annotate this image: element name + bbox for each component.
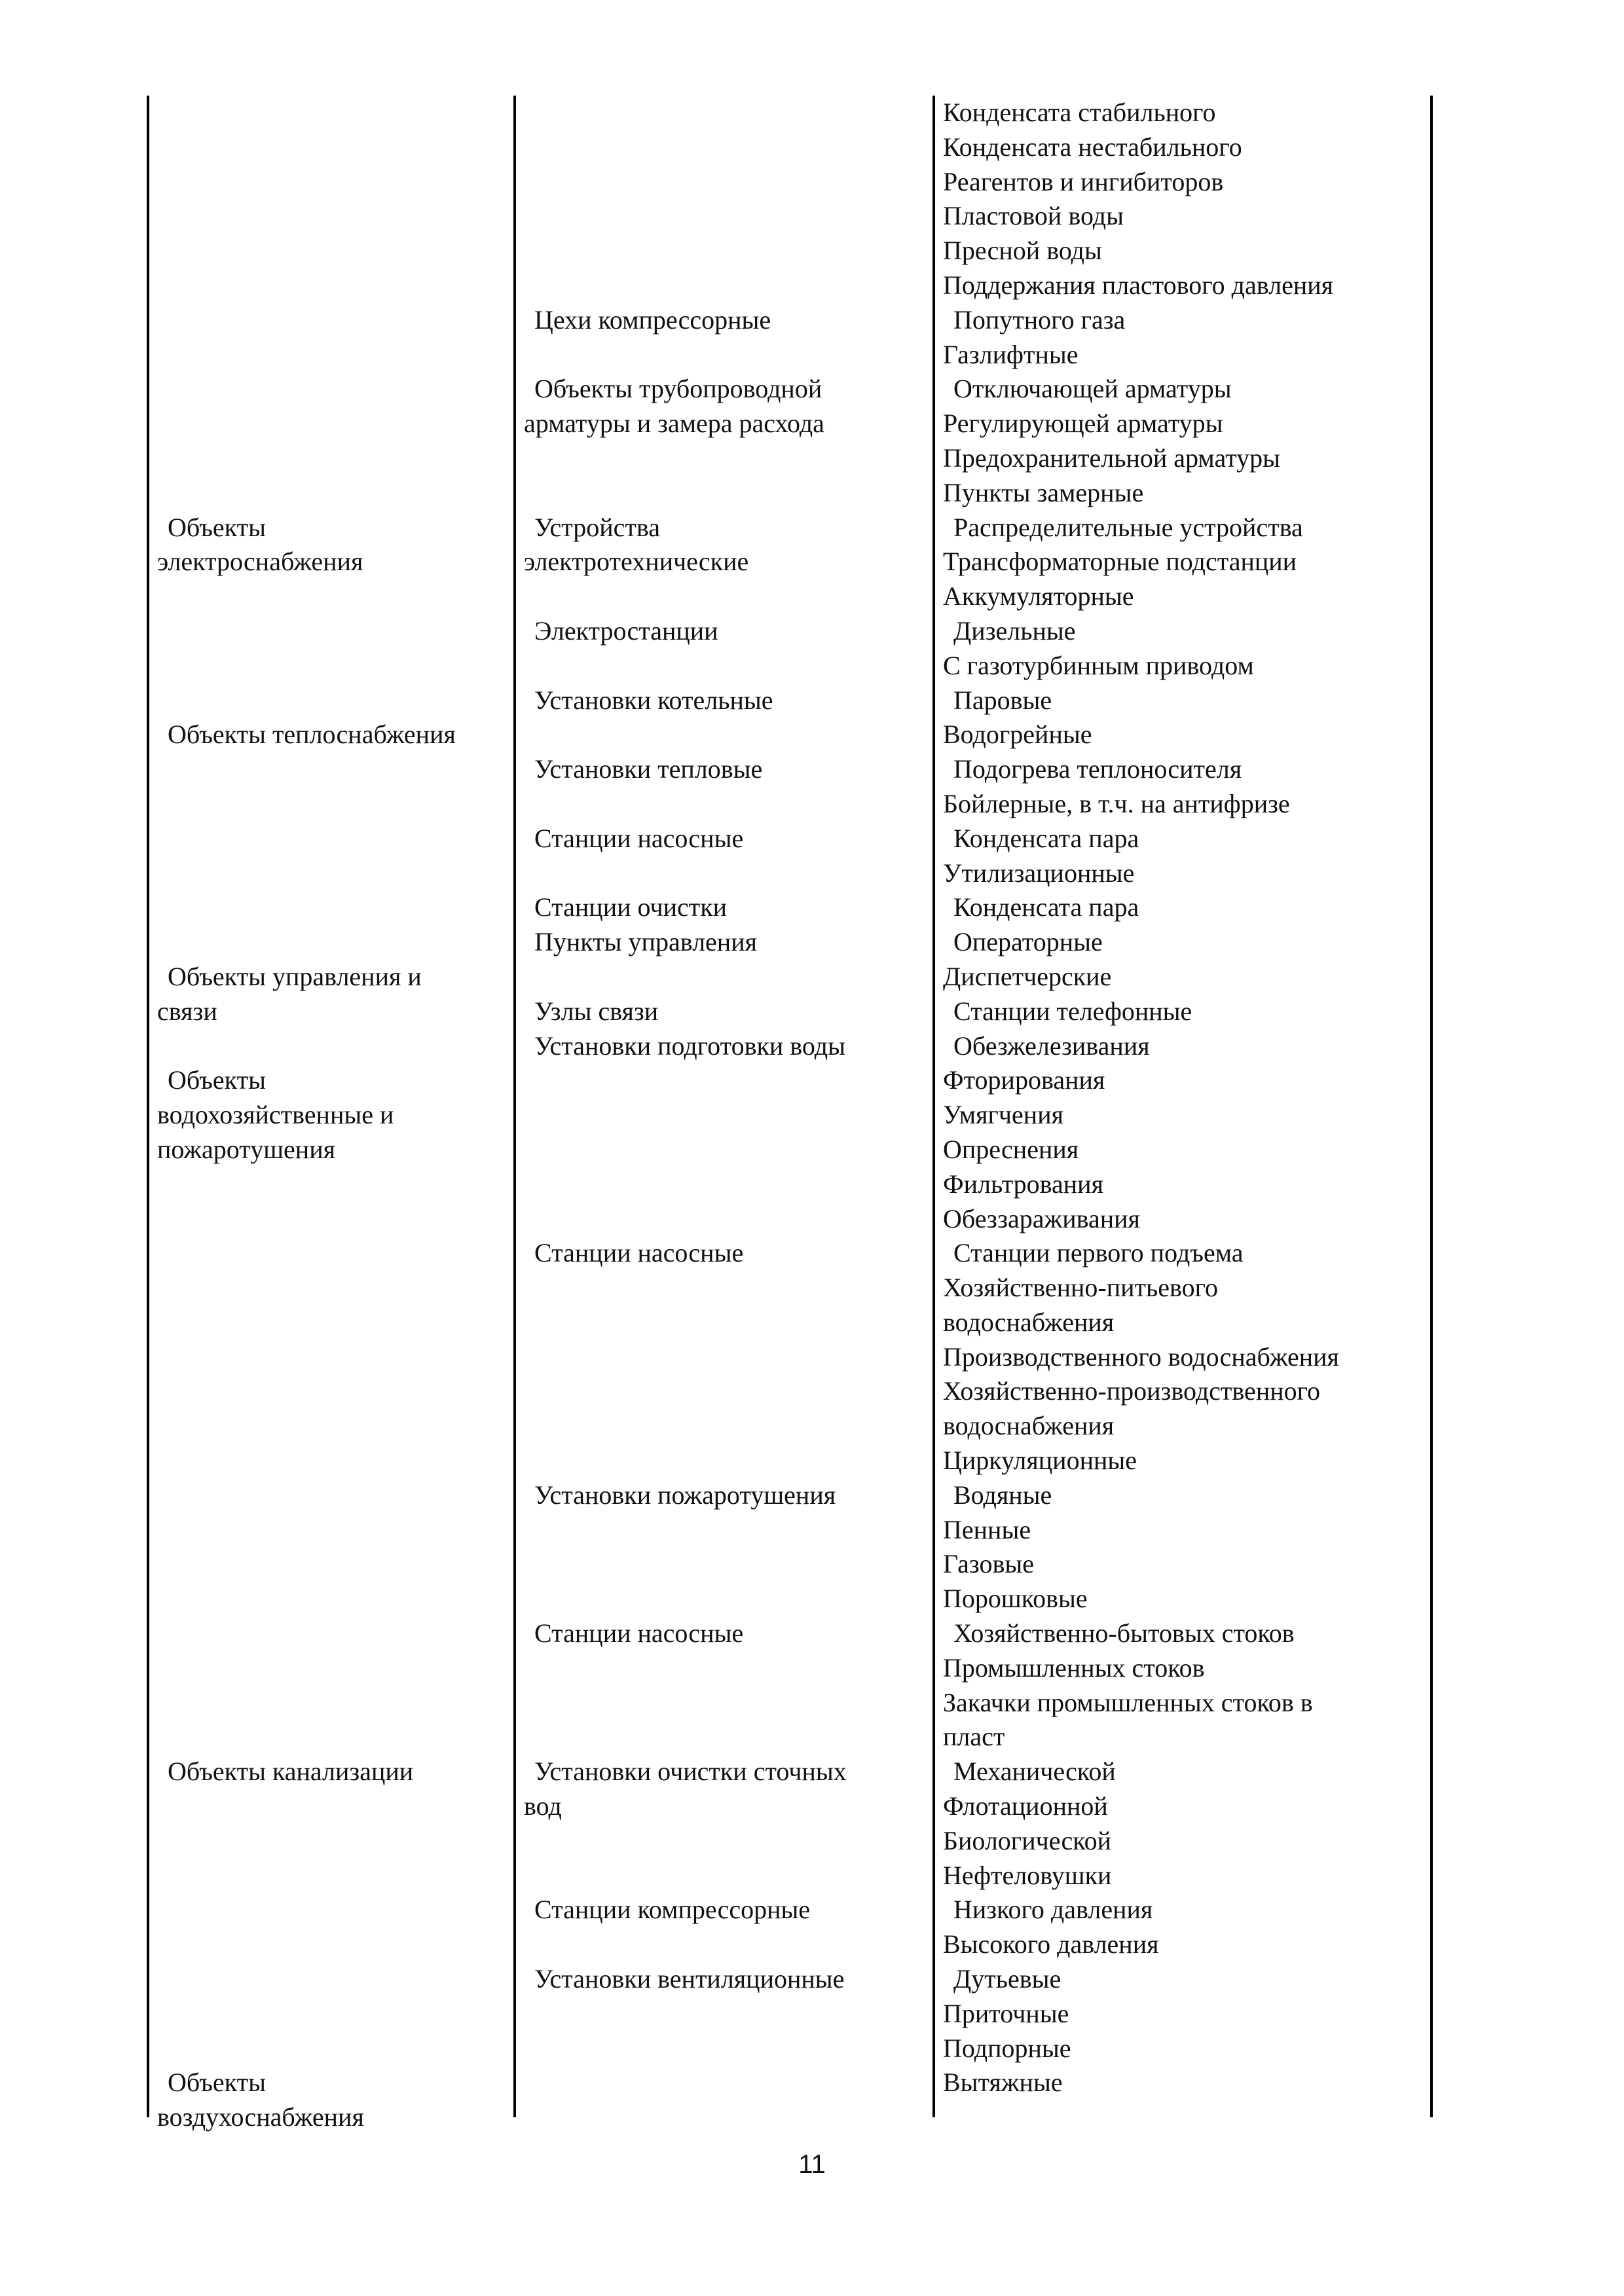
object-type-line [524,1651,930,1686]
table-border-col2-col3 [932,96,935,2117]
object-type-line: Установки пожаротушения [534,1480,836,1510]
object-group-line: Объекты [168,2068,266,2098]
object-type-line [524,1063,930,1098]
object-group-line: воздухоснабжения [157,2102,364,2132]
object-type-line [524,579,930,614]
object-subtype-line: Хозяйственно-питьевого [943,1273,1219,1303]
object-group-line [157,614,511,649]
object-type-line [524,96,930,130]
object-type-line [524,268,930,303]
object-group-line: Объекты канализации [168,1757,414,1787]
object-type-line [524,2032,930,2066]
object-subtype-line: Пластовой воды [943,201,1124,231]
object-group-line [157,165,511,200]
object-subtype-line: Пункты замерные [943,477,1144,507]
object-group-line: Объекты теплоснабжения [168,720,456,750]
object-subtype-line: пласт [943,1722,1005,1752]
object-subtype-line: Опреснения [943,1134,1079,1164]
object-subtype-line: Водогрейные [943,720,1092,750]
object-type-line [524,856,930,891]
table-border-right [1430,96,1433,2117]
object-type-line [524,2066,930,2100]
object-group-line [157,2032,511,2066]
object-subtype-line: Промышленных стоков [943,1652,1205,1683]
object-type-line: электротехнические [524,547,749,577]
object-subtype-line: Дутьевые [953,1964,1061,1994]
object-group-line [157,1547,511,1582]
object-subtype-line: Аккумуляторные [943,581,1134,611]
object-type-line [524,199,930,234]
object-group-line [157,2238,511,2273]
object-group-line [157,234,511,268]
object-type-line [524,165,930,200]
object-type-line [524,1340,930,1375]
object-group-line: Объекты [168,512,266,542]
table-border-col1-col2 [513,96,516,2117]
object-type-line: Установки очистки сточных [534,1757,847,1787]
object-subtype-line: Обезжелезивания [953,1030,1150,1061]
object-type-line [524,1582,930,1616]
object-type-line [524,130,930,165]
object-group-line [157,1029,511,1064]
object-type-line: арматуры и замера расхода [524,409,824,439]
object-subtype-line: Пенные [943,1514,1031,1544]
object-type-line: Установки котельные [534,685,773,715]
object-subtype-line: Газлифтные [943,339,1079,369]
object-group-line: электроснабжения [157,547,363,577]
object-subtype-line: Распределительные устройства [953,512,1303,542]
object-subtype-line: Подпорные [943,2033,1071,2063]
object-subtype-line: Утилизационные [943,858,1135,888]
object-subtype-line: Хозяйственно-производственного [943,1376,1321,1406]
object-type-line [524,1305,930,1340]
object-subtype-line: Паровые [953,685,1052,715]
object-subtype-line: Фильтрования [943,1169,1103,1199]
object-subtype-line: Нефтеловушки [943,1860,1112,1890]
object-type-line: Установки тепловые [534,754,763,784]
object-group-line [157,268,511,303]
object-type-line [524,1997,930,2032]
object-group-line: пожаротушения [157,1134,335,1164]
object-type-line [524,1686,930,1721]
object-type-line [524,787,930,822]
object-subtype-line: Подогрева теплоносителя [953,754,1242,784]
object-type-line: Установки вентиляционные [534,1964,845,1994]
object-group-line [157,1686,511,1721]
table-column-object-group [157,96,511,2273]
object-group-line: Объекты управления и [168,961,422,991]
object-group-line: Объекты [168,1065,266,1095]
table-column-object-subtype [943,96,1414,2100]
object-subtype-line: Конденсата пара [953,823,1139,853]
object-subtype-line: Флотационной [943,1791,1108,1821]
object-subtype-line: Приточные [943,1998,1069,2028]
object-group-line [157,579,511,614]
object-subtype-line: Станции телефонные [953,996,1192,1026]
object-subtype-line: Трансформаторные подстанции [943,547,1297,577]
object-group-line [157,1236,511,1271]
object-type-line: Станции компрессорные [534,1895,811,1925]
object-group-line [157,1893,511,1927]
object-group-line [157,1513,511,1548]
object-type-line: Станции насосные [534,1238,744,1268]
object-subtype-line: Фторирования [943,1065,1105,1095]
object-subtype-line: Конденсата пара [953,892,1139,922]
object-subtype-line: Реагентов и ингибиторов [943,166,1224,196]
object-group-line [157,199,511,234]
object-subtype-line: Высокого давления [943,1929,1159,1959]
table-column-object-type [524,96,930,2100]
object-subtype-line: Конденсата стабильного [943,98,1216,127]
object-type-line: Установки подготовки воды [534,1030,845,1061]
object-type-line [524,1547,930,1582]
object-type-line [524,1720,930,1755]
object-group-line [157,2204,511,2239]
object-type-line: Узлы связи [534,996,659,1026]
page-number: 11 [798,2150,826,2179]
object-type-line: Станции очистки [534,892,728,922]
object-subtype-line: Циркуляционные [943,1446,1137,1476]
object-group-line [157,1444,511,1478]
object-subtype-line: водоснабжения [943,1411,1115,1441]
object-group-line [157,96,511,130]
object-subtype-line: Поддержания пластового давления [943,270,1334,300]
object-type-line [524,1202,930,1237]
object-subtype-line: Биологической [943,1825,1112,1855]
object-group-line [157,1340,511,1375]
object-subtype-line: Бойлерные, в т.ч. на антифризе [943,788,1290,818]
object-group-line [157,649,511,683]
object-group-line [157,1824,511,1859]
object-subtype-line: Конденсата нестабильного [943,132,1242,162]
object-type-line [524,1271,930,1305]
object-group-line [157,1202,511,1237]
object-subtype-line: водоснабжения [943,1307,1115,1337]
object-group-line [157,130,511,165]
object-group-line [157,1927,511,1962]
object-type-line [524,649,930,683]
object-type-line: Станции насосные [534,823,744,853]
object-type-line [524,1374,930,1409]
object-type-line [524,718,930,752]
object-subtype-line: С газотурбинным приводом [943,650,1254,680]
object-type-line [524,1409,930,1444]
object-subtype-line: Станции первого подъема [953,1238,1244,1268]
object-type-line: Объекты трубопроводной [534,374,822,404]
object-group-line [157,372,511,407]
object-group-line [157,822,511,856]
object-subtype-line: Отключающей арматуры [953,374,1232,404]
object-group-line: водохозяйственные и [157,1100,394,1130]
object-group-line [157,1962,511,1997]
object-group-line [157,1409,511,1444]
object-type-line: Электростанции [534,615,718,646]
object-subtype-line: Производственного водоснабжения [943,1341,1339,1372]
object-subtype-line: Дизельные [953,615,1076,646]
object-subtype-line: Умягчения [943,1100,1064,1130]
object-group-line [157,1478,511,1513]
object-group-line [157,925,511,960]
object-group-line [157,1167,511,1202]
object-type-line: Устройства [534,512,660,542]
object-subtype-line: Обеззараживания [943,1203,1140,1233]
object-type-line: вод [524,1791,562,1821]
object-group-line [157,752,511,787]
object-group-line [157,683,511,718]
object-type-line [524,960,930,994]
object-subtype-line: Пресной воды [943,236,1102,266]
object-group-line [157,407,511,441]
object-group-line [157,1271,511,1305]
object-group-line [157,1305,511,1340]
object-type-line [524,1513,930,1548]
object-group-line [157,441,511,476]
object-group-line [157,787,511,822]
object-group-line [157,1374,511,1409]
object-subtype-line: Газовые [943,1549,1034,1579]
object-group-line [157,1997,511,2032]
object-group-line [157,303,511,338]
object-subtype-line: Регулирующей арматуры [943,409,1223,439]
table-border-left [147,96,149,2117]
object-type-line [524,1444,930,1478]
object-subtype-line: Механической [953,1757,1116,1787]
object-subtype-line: Предохранительной арматуры [943,443,1281,473]
object-group-line [157,1789,511,1824]
object-type-line [524,441,930,476]
object-type-line: Станции насосные [534,1618,744,1649]
object-type-line [524,338,930,373]
object-type-line [524,1098,930,1133]
object-type-line [524,1927,930,1962]
object-subtype-line: Водяные [953,1480,1052,1510]
object-subtype-line: Диспетчерские [943,961,1112,991]
object-subtype-line: Низкого давления [953,1895,1153,1925]
object-group-line [157,1651,511,1686]
object-group-line [157,1720,511,1755]
object-subtype-line: Попутного газа [953,304,1126,335]
object-subtype-line: Хозяйственно-бытовых стоков [953,1618,1295,1649]
object-type-line [524,1824,930,1859]
object-group-line [157,890,511,925]
object-group-line [157,1859,511,1893]
object-type-line [524,1167,930,1202]
object-group-line [157,856,511,891]
object-group-line: связи [157,996,217,1026]
object-subtype-line: Закачки промышленных стоков в [943,1687,1313,1717]
object-type-line [524,476,930,511]
object-subtype-line: Порошковые [943,1584,1088,1614]
object-group-line [157,1616,511,1651]
object-group-line [157,338,511,373]
object-type-line: Пункты управления [534,927,757,957]
object-subtype-line: Вытяжные [943,2068,1063,2098]
object-type-line [524,1859,930,1893]
object-type-line: Цехи компрессорные [534,304,771,335]
object-group-line [157,1582,511,1616]
object-subtype-line: Операторные [953,927,1103,957]
object-type-line [524,1133,930,1167]
object-group-line [157,476,511,511]
object-type-line [524,234,930,268]
